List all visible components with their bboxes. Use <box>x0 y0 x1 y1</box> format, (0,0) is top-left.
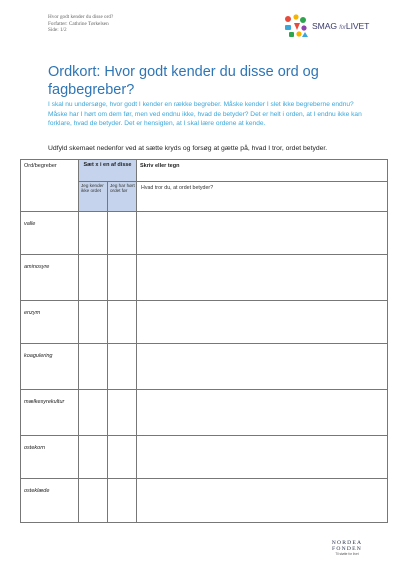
meta-author: Forfatter: Cathrine Tørkelsen <box>48 20 109 27</box>
word-cell: koagulering <box>21 344 79 390</box>
heard-before-checkbox-cell[interactable] <box>108 479 137 523</box>
word-cell: osteklæde <box>21 479 79 523</box>
heard-before-checkbox-cell[interactable] <box>108 344 137 390</box>
heard-before-checkbox-cell[interactable] <box>108 436 137 479</box>
meaning-answer-cell[interactable] <box>137 344 388 390</box>
dont-know-checkbox-cell[interactable] <box>79 255 108 301</box>
logo-word-livet: LIVET <box>345 21 370 31</box>
header-mark-column: Sæt x i en af disse <box>79 160 137 182</box>
subheader-dont-know: Jeg kender ikke ordet <box>79 182 108 212</box>
footer-logo-line2: FONDEN <box>332 546 362 553</box>
word-cell: aminosyre <box>21 255 79 301</box>
footer-logo-tagline: Til støtte for livet <box>335 552 359 557</box>
table-row <box>21 479 388 523</box>
heard-before-checkbox-cell[interactable] <box>108 301 137 344</box>
table-row <box>21 436 388 479</box>
nordea-fonden-logo <box>322 540 372 556</box>
logo-word-smag: SMAG <box>312 21 337 31</box>
meaning-answer-cell[interactable] <box>137 301 388 344</box>
dont-know-checkbox-cell[interactable] <box>79 436 108 479</box>
dont-know-checkbox-cell[interactable] <box>79 479 108 523</box>
logo-wordmark <box>312 21 369 31</box>
word-cell: ostekorn <box>21 436 79 479</box>
food-icons-graphic <box>282 13 310 39</box>
intro-text: I skal nu undersøge, hvor godt I kender en række begreber. Måske kender I slet ikke begreberne endnu? Måske har I hørt om dem før, men ved endnu ikke, hvad de betyder? Det er helt i orden, at I endnu ikke kan forklare, hvad de betyder. Det er hensigten, at I skal lære ordene at kende. <box>48 101 362 128</box>
meaning-answer-cell[interactable] <box>137 255 388 301</box>
document-meta <box>48 14 113 34</box>
dont-know-checkbox-cell[interactable] <box>79 212 108 255</box>
subheader-heard-before: Jeg har hørt ordet før <box>108 182 137 212</box>
smag-for-livet-logo <box>282 13 374 39</box>
heard-before-checkbox-cell[interactable] <box>108 212 137 255</box>
word-cell: mælkesyrekultur <box>21 390 79 436</box>
table-row <box>21 344 388 390</box>
dont-know-checkbox-cell[interactable] <box>79 301 108 344</box>
heard-before-checkbox-cell[interactable] <box>108 390 137 436</box>
table-row <box>21 212 388 255</box>
word-cell: enzym <box>21 301 79 344</box>
logo-word-for: for <box>339 25 346 31</box>
word-table <box>20 159 388 523</box>
dont-know-checkbox-cell[interactable] <box>79 390 108 436</box>
footer-logo-line1: NORDEA <box>331 540 363 546</box>
meta-page: Side: 1/2 <box>48 27 67 33</box>
dont-know-checkbox-cell[interactable] <box>79 344 108 390</box>
heard-before-checkbox-cell[interactable] <box>108 255 137 301</box>
header-note-column: Skriv eller tegn <box>137 160 388 182</box>
meaning-answer-cell[interactable] <box>137 212 388 255</box>
word-cell: valle <box>21 212 79 255</box>
meaning-answer-cell[interactable] <box>137 436 388 479</box>
header-word-column: Ord/begreber <box>21 160 79 212</box>
table-row <box>21 390 388 436</box>
meaning-answer-cell[interactable] <box>137 479 388 523</box>
instruction-text: Udfyld skemaet nedenfor ved at sætte kryds og forsøg at gætte på, hvad I tror, ordet betyder. <box>48 145 328 152</box>
table-row <box>21 255 388 301</box>
table-row <box>21 301 388 344</box>
meaning-answer-cell[interactable] <box>137 390 388 436</box>
meta-title: Hvor godt kender du disse ord? <box>48 14 114 20</box>
subheader-meaning: Hvad tror du, at ordet betyder? <box>137 182 388 212</box>
page-title: Ordkort: Hvor godt kender du disse ord og fagbegreber? <box>48 64 319 98</box>
